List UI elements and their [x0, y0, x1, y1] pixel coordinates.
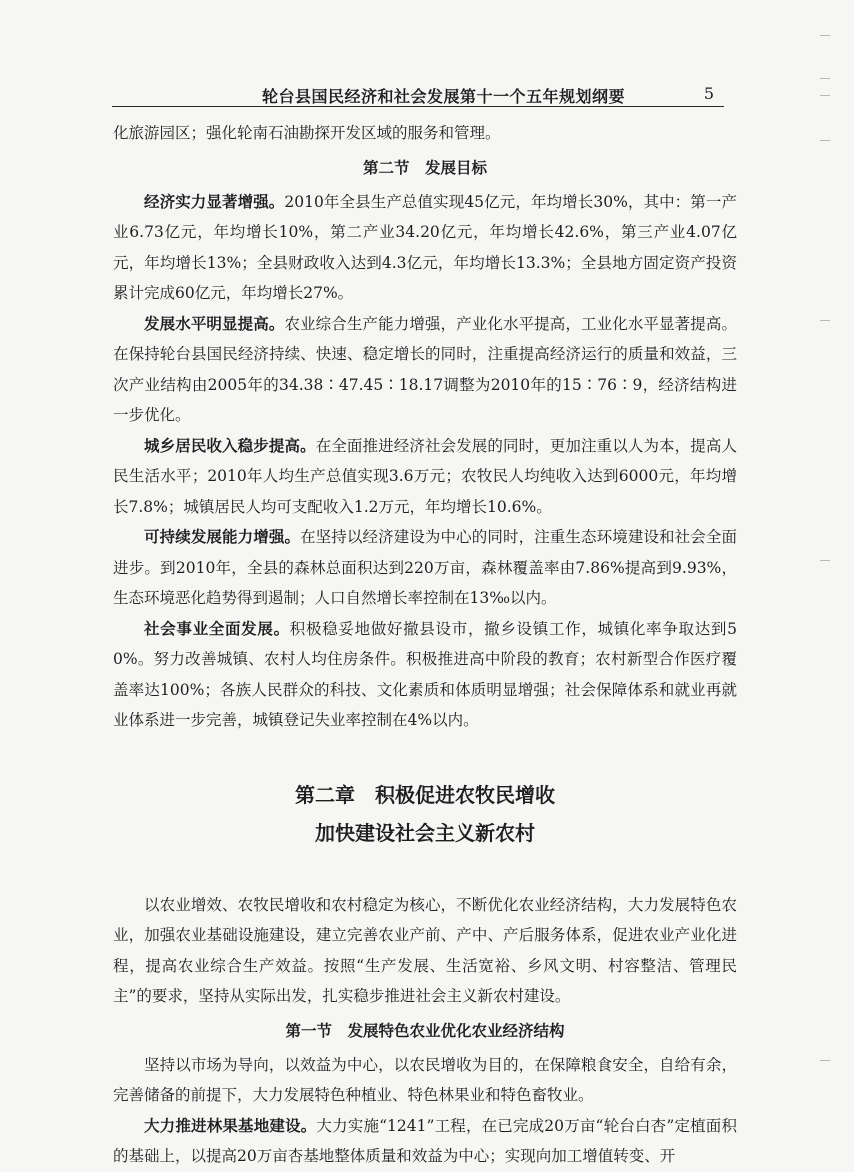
paragraph-text: 大力实施“1241”工程，在已完成20万亩“轮台白杏”定植面积的基础上，以提高20万亩杏基地整体质量和效益为中心；实现向加工增值转变、开 — [113, 1116, 737, 1165]
chapter-intro-paragraph: 以农业增效、农牧民增收和农村稳定为核心，不断优化农业经济结构，大力发展特色农业，加强农业基础设施建设，建立完善农业产前、产中、产后服务体系，促进农业产业化进程，提高农业综合生产效益。按照“生产发展、生活宽裕、乡风文明、村容整洁、管理民主”的要求，坚持从实际出发，扎实稳步推进社会主义新农村建设。 — [113, 895, 737, 1005]
paragraph-text: 积极稳妥地做好撤县设市，撤乡设镇工作，城镇化率争取达到50%。努力改善城镇、农村人均住房条件。积极推进高中阶段的教育；农村新型合作医疗覆盖率达100%；各族人民群众的科技、文化素质和体质明显增强；社会保障体系和就业再就业体系进一步完善，城镇登记失业率控制在4%以内。 — [113, 619, 737, 729]
paragraph-social-affairs — [113, 614, 737, 736]
page-number: 5 — [703, 84, 714, 103]
paragraph-lead: 城乡居民收入稳步提高。 — [144, 435, 316, 455]
section-title-specialty-agriculture: 第一节 发展特色农业优化农业经济结构 — [285, 1021, 565, 1040]
paragraph-text: 2010年全县生产总值实现45亿元，年均增长30%，其中：第一产业6.73亿元，年均增长10%，第二产业34.20亿元，年均增长42.6%，第三产业4.07亿元，年均增长13%；全县财政收入达到4.3亿元，年均增长13.3%；全县地方固定资产投资累计完成60亿元，年均增长27%。 — [113, 192, 737, 302]
paragraph-text: 农业综合生产能力增强，产业化水平提高，工业化水平显著提高。在保持轮台县国民经济持续、快速、稳定增长的同时，注重提高经济运行的质量和效益，三次产业结构由2005年的34.38∶47.45∶18.17调整为2010年的15∶76∶9，经济结构进一步优化。 — [113, 314, 737, 424]
scan-edge-marks — [820, 20, 834, 1080]
running-title: 轮台县国民经济和社会发展第十一个五年规划纲要 — [262, 87, 626, 106]
paragraph-lead: 经济实力显著增强。 — [144, 191, 285, 211]
paragraph-text: 在全面推进经济社会发展的同时，更加注重以人为本，提高人民生活水平；2010年人均生产总值实现3.6万元；农牧民人均纯收入达到6000元，年均增长7.8%；城镇居民人均可支配收入1.2万元，年均增长10.6%。 — [113, 436, 737, 516]
paragraph-orchard-base — [113, 1111, 737, 1172]
paragraph-income — [113, 431, 737, 523]
carry-over-paragraph: 化旅游园区；强化轮南石油勘探开发区域的服务和管理。 — [113, 124, 501, 142]
page-content — [113, 118, 737, 1172]
section-title-development-goals: 第二节 发展目标 — [362, 158, 487, 177]
paragraph-development-level — [113, 309, 737, 431]
paragraph-lead: 发展水平明显提高。 — [144, 313, 285, 333]
paragraph-lead: 大力推进林果基地建设。 — [144, 1115, 317, 1135]
chapter-subtitle: 加快建设社会主义新农村 — [315, 820, 535, 845]
chapter-title: 第二章 积极促进农牧民增收 — [295, 782, 555, 807]
section-intro-paragraph: 坚持以市场为导向，以效益为中心，以农民增收为目的，在保障粮食安全，自给有余，完善储备的前提下，大力发展特色种植业、特色林果业和特色畜牧业。 — [113, 1055, 737, 1104]
running-header — [112, 82, 724, 107]
paragraph-lead: 社会事业全面发展。 — [144, 618, 290, 638]
paragraph-text: 在坚持以经济建设为中心的同时，注重生态环境建设和社会全面进步。到2010年，全县的森林总面积达到220万亩，森林覆盖率由7.86%提高到9.93%，生态环境恶化趋势得到遏制；人口自然增长率控制在13‰以内。 — [113, 528, 737, 607]
paragraph-sustainability — [113, 522, 737, 614]
paragraph-lead: 可持续发展能力增强。 — [144, 527, 301, 546]
paragraph-economic-strength — [113, 187, 737, 309]
